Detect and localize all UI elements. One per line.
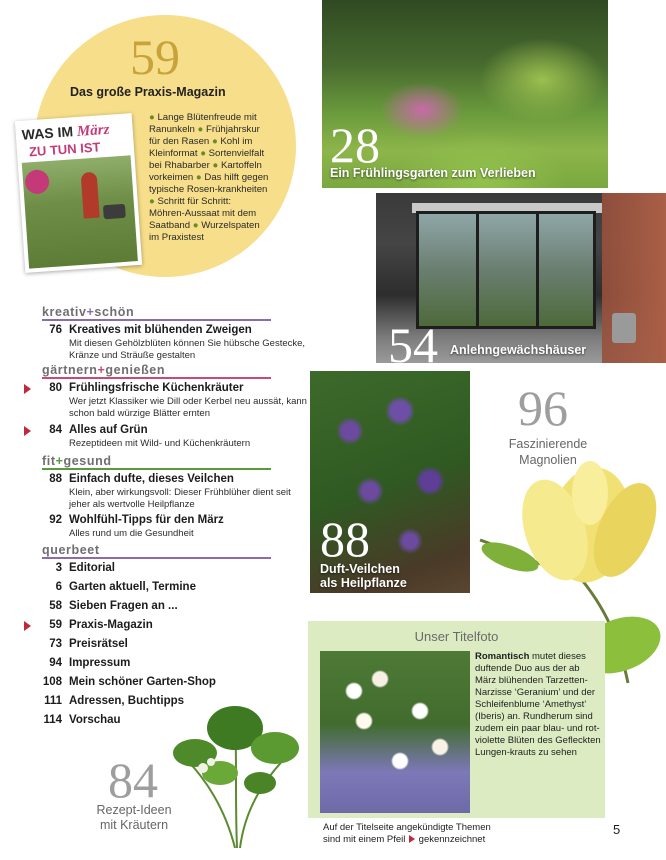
herbs-illustration xyxy=(165,698,305,848)
cover-lawnmower xyxy=(103,204,126,220)
section-rule-fit xyxy=(42,468,271,470)
violet-caption-2: als Heilpflanze xyxy=(320,576,407,590)
toc-page: 84 xyxy=(49,424,62,436)
garden-page-number: 28 xyxy=(330,117,380,173)
toc-title: Kreatives mit blühenden Zweigen xyxy=(69,324,252,336)
toc-description: Mit diesen Gehölzblüten können Sie hübsche Gestecke, Kränze und Sträuße gestalten xyxy=(69,338,306,361)
toc-page: 80 xyxy=(49,382,62,394)
toc-page: 94 xyxy=(49,657,62,669)
toc-page: 114 xyxy=(43,714,62,726)
magnolia-caption: Faszinierende Magnolien xyxy=(508,437,588,467)
garden-photo xyxy=(322,0,608,188)
garden-caption: Ein Frühlingsgarten zum Verlieben xyxy=(330,166,536,180)
toc-description: Alles rund um die Gesundheit xyxy=(69,528,194,539)
herbs-caption: Rezept-Ideen mit Kräutern xyxy=(96,803,172,832)
violet-page-number: 88 xyxy=(320,511,370,567)
toc-page: 59 xyxy=(49,619,62,631)
toc-title: Wohlfühl-Tipps für den März xyxy=(69,514,224,526)
section-head-querbeet: querbeet xyxy=(42,543,100,557)
toc-description: Klein, aber wirkungsvoll: Dieser Frühblüher dient seit jeher als wertvolle Heilpflanze xyxy=(69,487,291,510)
toc-page: 6 xyxy=(55,581,62,593)
toc-page: 73 xyxy=(49,638,62,650)
toc-title: Adressen, Buchtipps xyxy=(69,695,185,707)
toc-title: Preisrätsel xyxy=(69,638,128,650)
toc-page: 92 xyxy=(49,514,62,526)
plant-pot xyxy=(612,313,636,343)
toc-page: 111 xyxy=(44,695,62,707)
toc-description: Wer jetzt Klassiker wie Dill oder Kerbel neu aussät, kann schon bald würzige Blätter ernten xyxy=(69,396,307,419)
cover-headline-1: WAS IM März xyxy=(21,121,110,143)
toc-title: Editorial xyxy=(69,562,116,574)
toc-description: Rezeptideen mit Wild- und Küchenkräutern xyxy=(69,438,251,449)
herbs-page-number: 84 xyxy=(108,752,158,808)
violet-caption-1: Duft-Veilchen xyxy=(320,562,400,576)
toc-title: Sieben Fragen an ... xyxy=(69,600,178,612)
greenhouse-glass xyxy=(416,211,596,329)
section-head-gaertnern: gärtnern+genießen xyxy=(42,363,166,377)
greenhouse-caption: Anlehngewächshäuser xyxy=(450,343,587,357)
toc-page: 88 xyxy=(49,473,62,485)
violet-photo xyxy=(310,371,470,593)
toc-title: Praxis-Magazin xyxy=(69,619,153,631)
section-rule-kreativ xyxy=(42,319,271,321)
toc-page: 58 xyxy=(49,600,62,612)
titelfoto-photo xyxy=(320,651,470,813)
titelfoto-text: Romantisch mutet dieses duftende Duo aus der ab März blühenden Tarzetten-Narzisse ‘Geranium’ und der Schleifenblume ‘Amethyst’ (Iberis) an. Rundherum sind zudem ein paar blau- und rot-violette Blüten des Gefleckten Lungen-krauts zu sehen xyxy=(475,651,601,758)
greenhouse-frame xyxy=(476,211,479,329)
toc-title: Einfach dufte, dieses Veilchen xyxy=(69,473,234,485)
toc-page: 76 xyxy=(49,324,62,336)
praxis-topics: ● Lange Blütenfreude mit Ranunkeln ● Frühjahrskur für den Rasen ● Kohl im Kleinformat ● Sortenvielfalt bei Rhabarber ● Kartoffeln vorkeimen ● Das hilft gegen typische Rosen-krankheiten ● Schritt für Schritt: Möhren-Aussaat mit dem Saatband ● Wurzelspaten im Praxistest xyxy=(149,112,269,243)
footnote-arrow-icon xyxy=(409,835,415,843)
cover-headline-2: ZU TUN IST xyxy=(28,139,101,160)
arrow-footnote: Auf der Titelseite angekündigte Themen sind mit einem Pfeil gekennzeichnet xyxy=(323,822,491,845)
toc-title: Impressum xyxy=(69,657,131,669)
titelfoto-title: Unser Titelfoto xyxy=(414,629,499,644)
greenhouse-photo xyxy=(376,193,666,363)
toc-title: Alles auf Grün xyxy=(69,424,148,436)
section-head-kreativ: kreativ+schön xyxy=(42,305,135,319)
titelfoto-box xyxy=(308,621,605,818)
cover-gardener xyxy=(81,172,100,219)
praxis-magazine-cover xyxy=(15,113,142,273)
toc-title: Frühlingsfrische Küchenkräuter xyxy=(69,382,244,394)
section-rule-gaertnern xyxy=(42,377,271,379)
page-number: 5 xyxy=(613,822,621,837)
toc-page: 3 xyxy=(55,562,62,574)
toc-page: 108 xyxy=(42,676,62,688)
section-rule-querbeet xyxy=(42,557,271,559)
toc-title: Mein schöner Garten-Shop xyxy=(69,676,216,688)
magnolia-page-number: 96 xyxy=(518,380,568,436)
praxis-page-number: 59 xyxy=(130,29,180,85)
toc-title: Vorschau xyxy=(69,714,121,726)
toc-title: Garten aktuell, Termine xyxy=(69,581,196,593)
greenhouse-page-number: 54 xyxy=(388,317,438,363)
section-head-fit: fit+gesund xyxy=(42,454,112,468)
praxis-title: Das große Praxis-Magazin xyxy=(70,85,226,99)
greenhouse-frame xyxy=(536,211,539,329)
